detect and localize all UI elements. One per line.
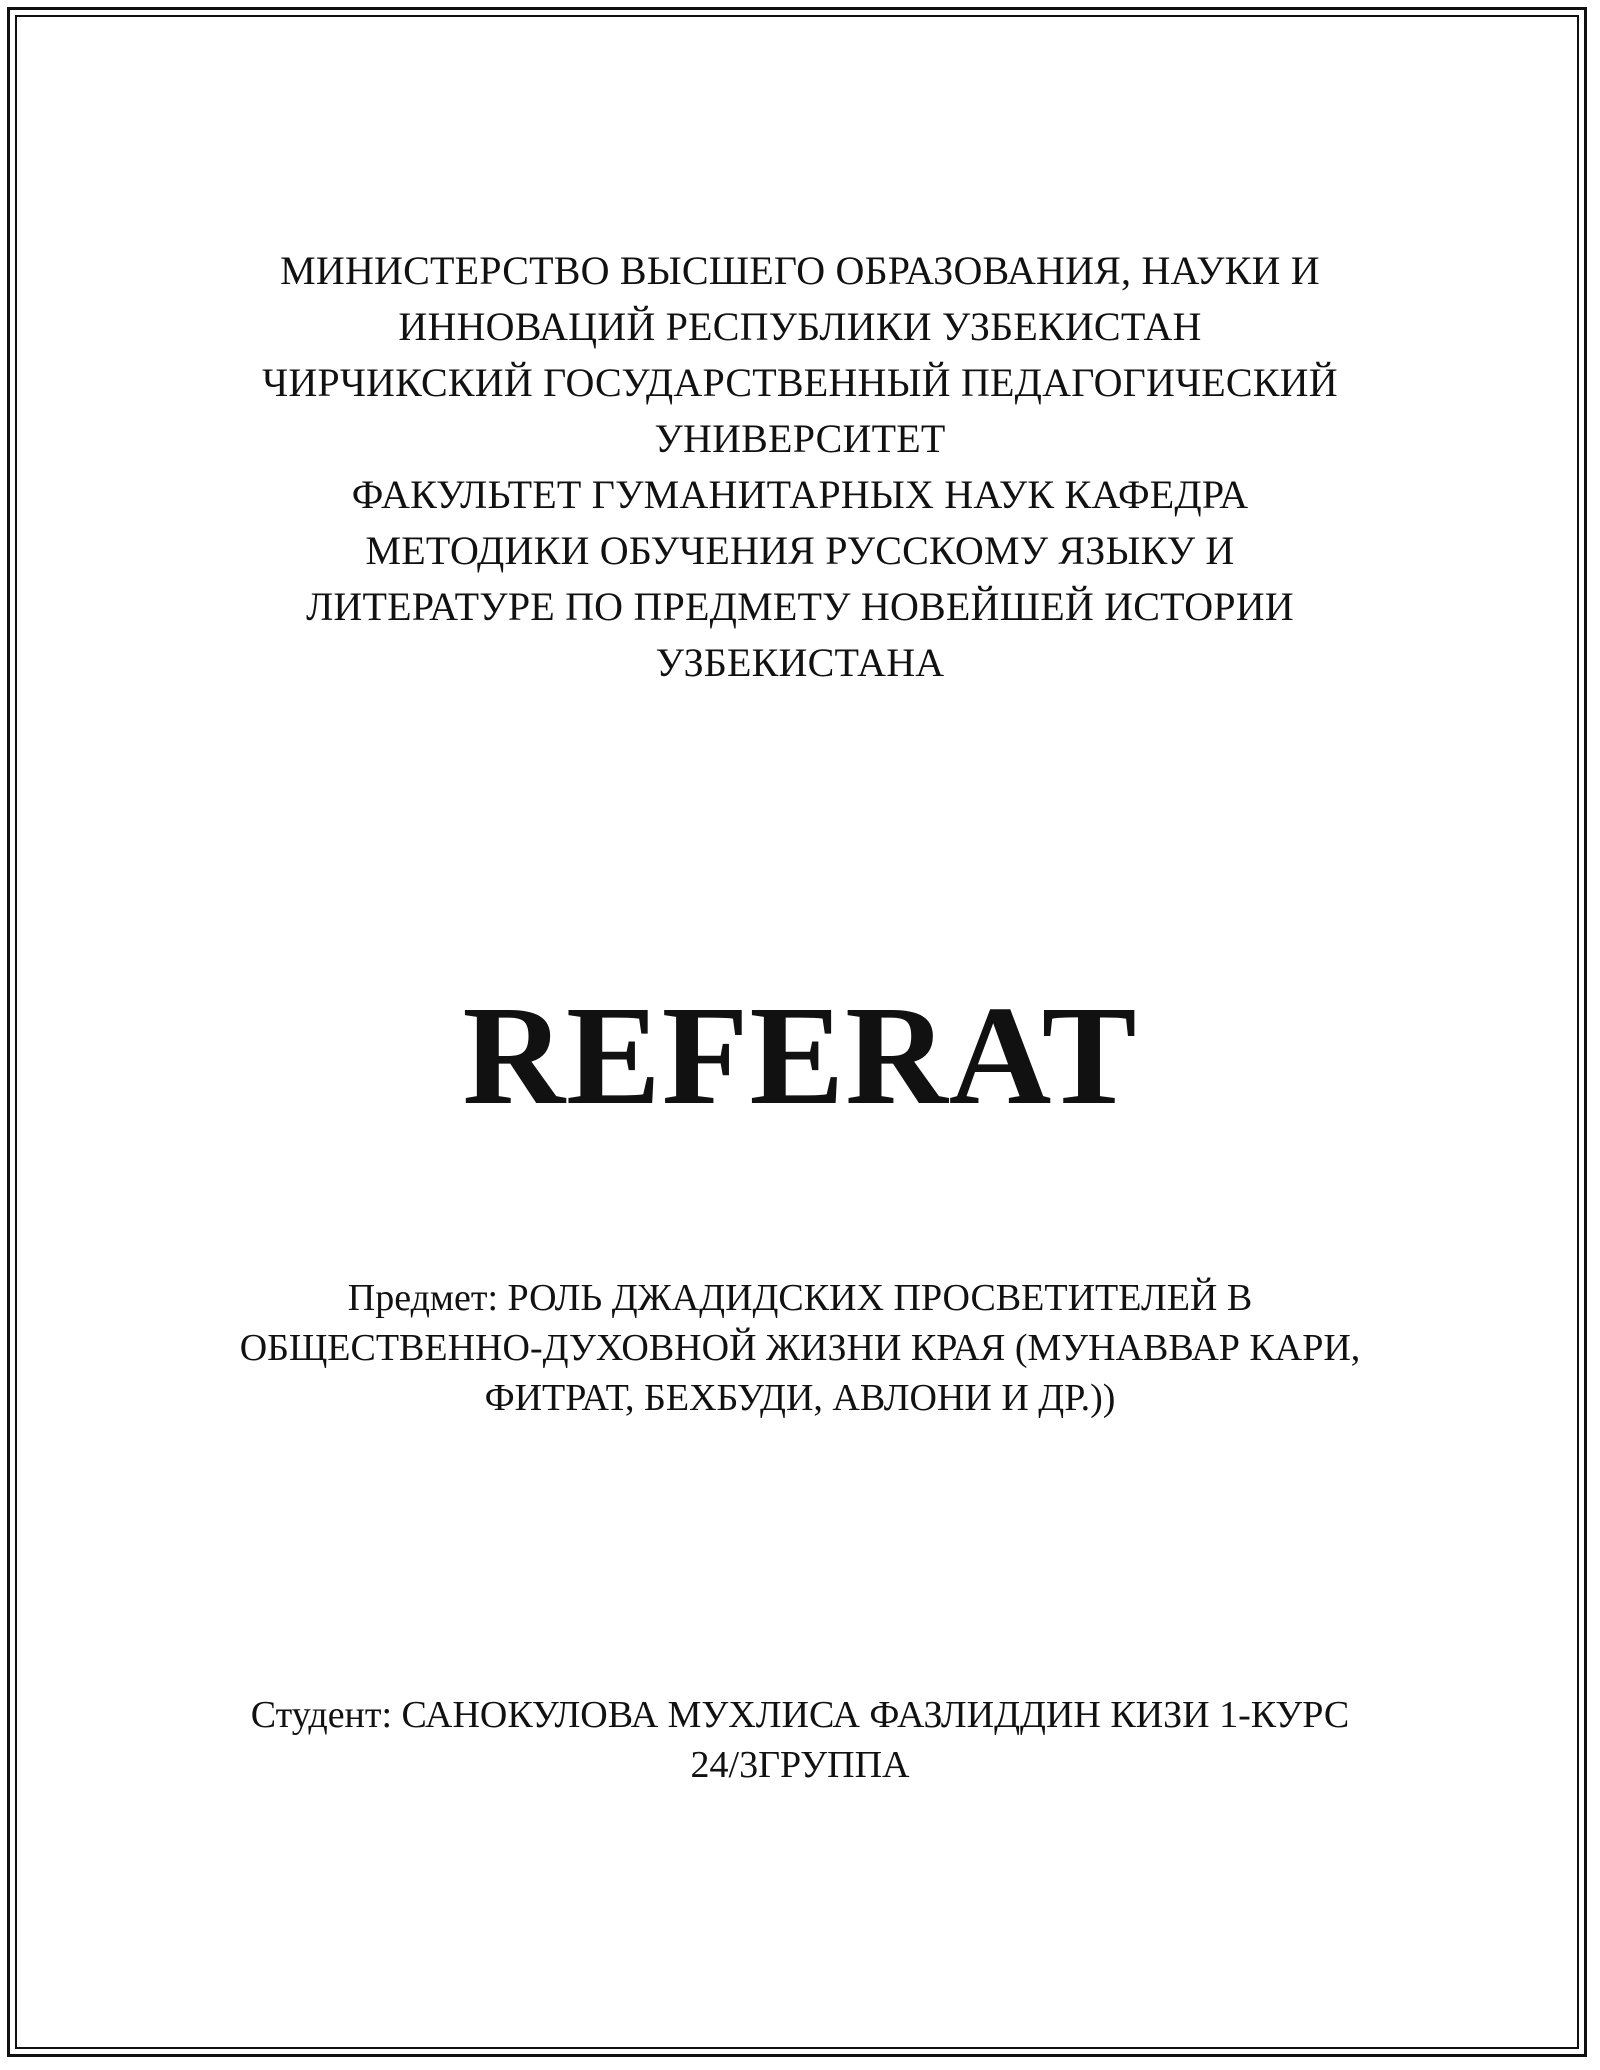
header-line: МЕТОДИКИ ОБУЧЕНИЯ РУССКОМУ ЯЗЫКУ И xyxy=(365,528,1235,573)
student-line: Студент: САНОКУЛОВА МУХЛИСА ФАЗЛИДДИН КИЗИ 1-КУРС xyxy=(250,1694,1350,1736)
institution-header xyxy=(190,243,1410,691)
header-line: ЛИТЕРАТУРЕ ПО ПРЕДМЕТУ НОВЕЙШЕЙ ИСТОРИИ xyxy=(306,584,1294,629)
student-block xyxy=(190,1690,1410,1790)
subject-block xyxy=(190,1273,1410,1423)
student-line: 24/3ГРУППА xyxy=(690,1744,910,1786)
subject-line: Предмет: РОЛЬ ДЖАДИДСКИХ ПРОСВЕТИТЕЛЕЙ В xyxy=(347,1277,1253,1319)
header-line: УНИВЕРСИТЕТ xyxy=(654,416,946,461)
subject-line: ФИТРАТ, БЕХБУДИ, АВЛОНИ И ДР.)) xyxy=(484,1377,1116,1419)
header-line: ЧИРЧИКСКИЙ ГОСУДАРСТВЕННЫЙ ПЕДАГОГИЧЕСКИЙ xyxy=(262,360,1338,405)
subject-line: ОБЩЕСТВЕННО-ДУХОВНОЙ ЖИЗНИ КРАЯ (МУНАВВАР КАРИ, xyxy=(239,1327,1361,1369)
header-line: ИННОВАЦИЙ РЕСПУБЛИКИ УЗБЕКИСТАН xyxy=(398,304,1202,349)
header-line: УЗБЕКИСТАНА xyxy=(655,640,945,685)
header-line: МИНИСТЕРСТВО ВЫСШЕГО ОБРАЗОВАНИЯ, НАУКИ И xyxy=(280,248,1320,293)
header-line: ФАКУЛЬТЕТ ГУМАНИТАРНЫХ НАУК КАФЕДРА xyxy=(351,472,1249,517)
document-title: REFERAT xyxy=(462,976,1138,1134)
